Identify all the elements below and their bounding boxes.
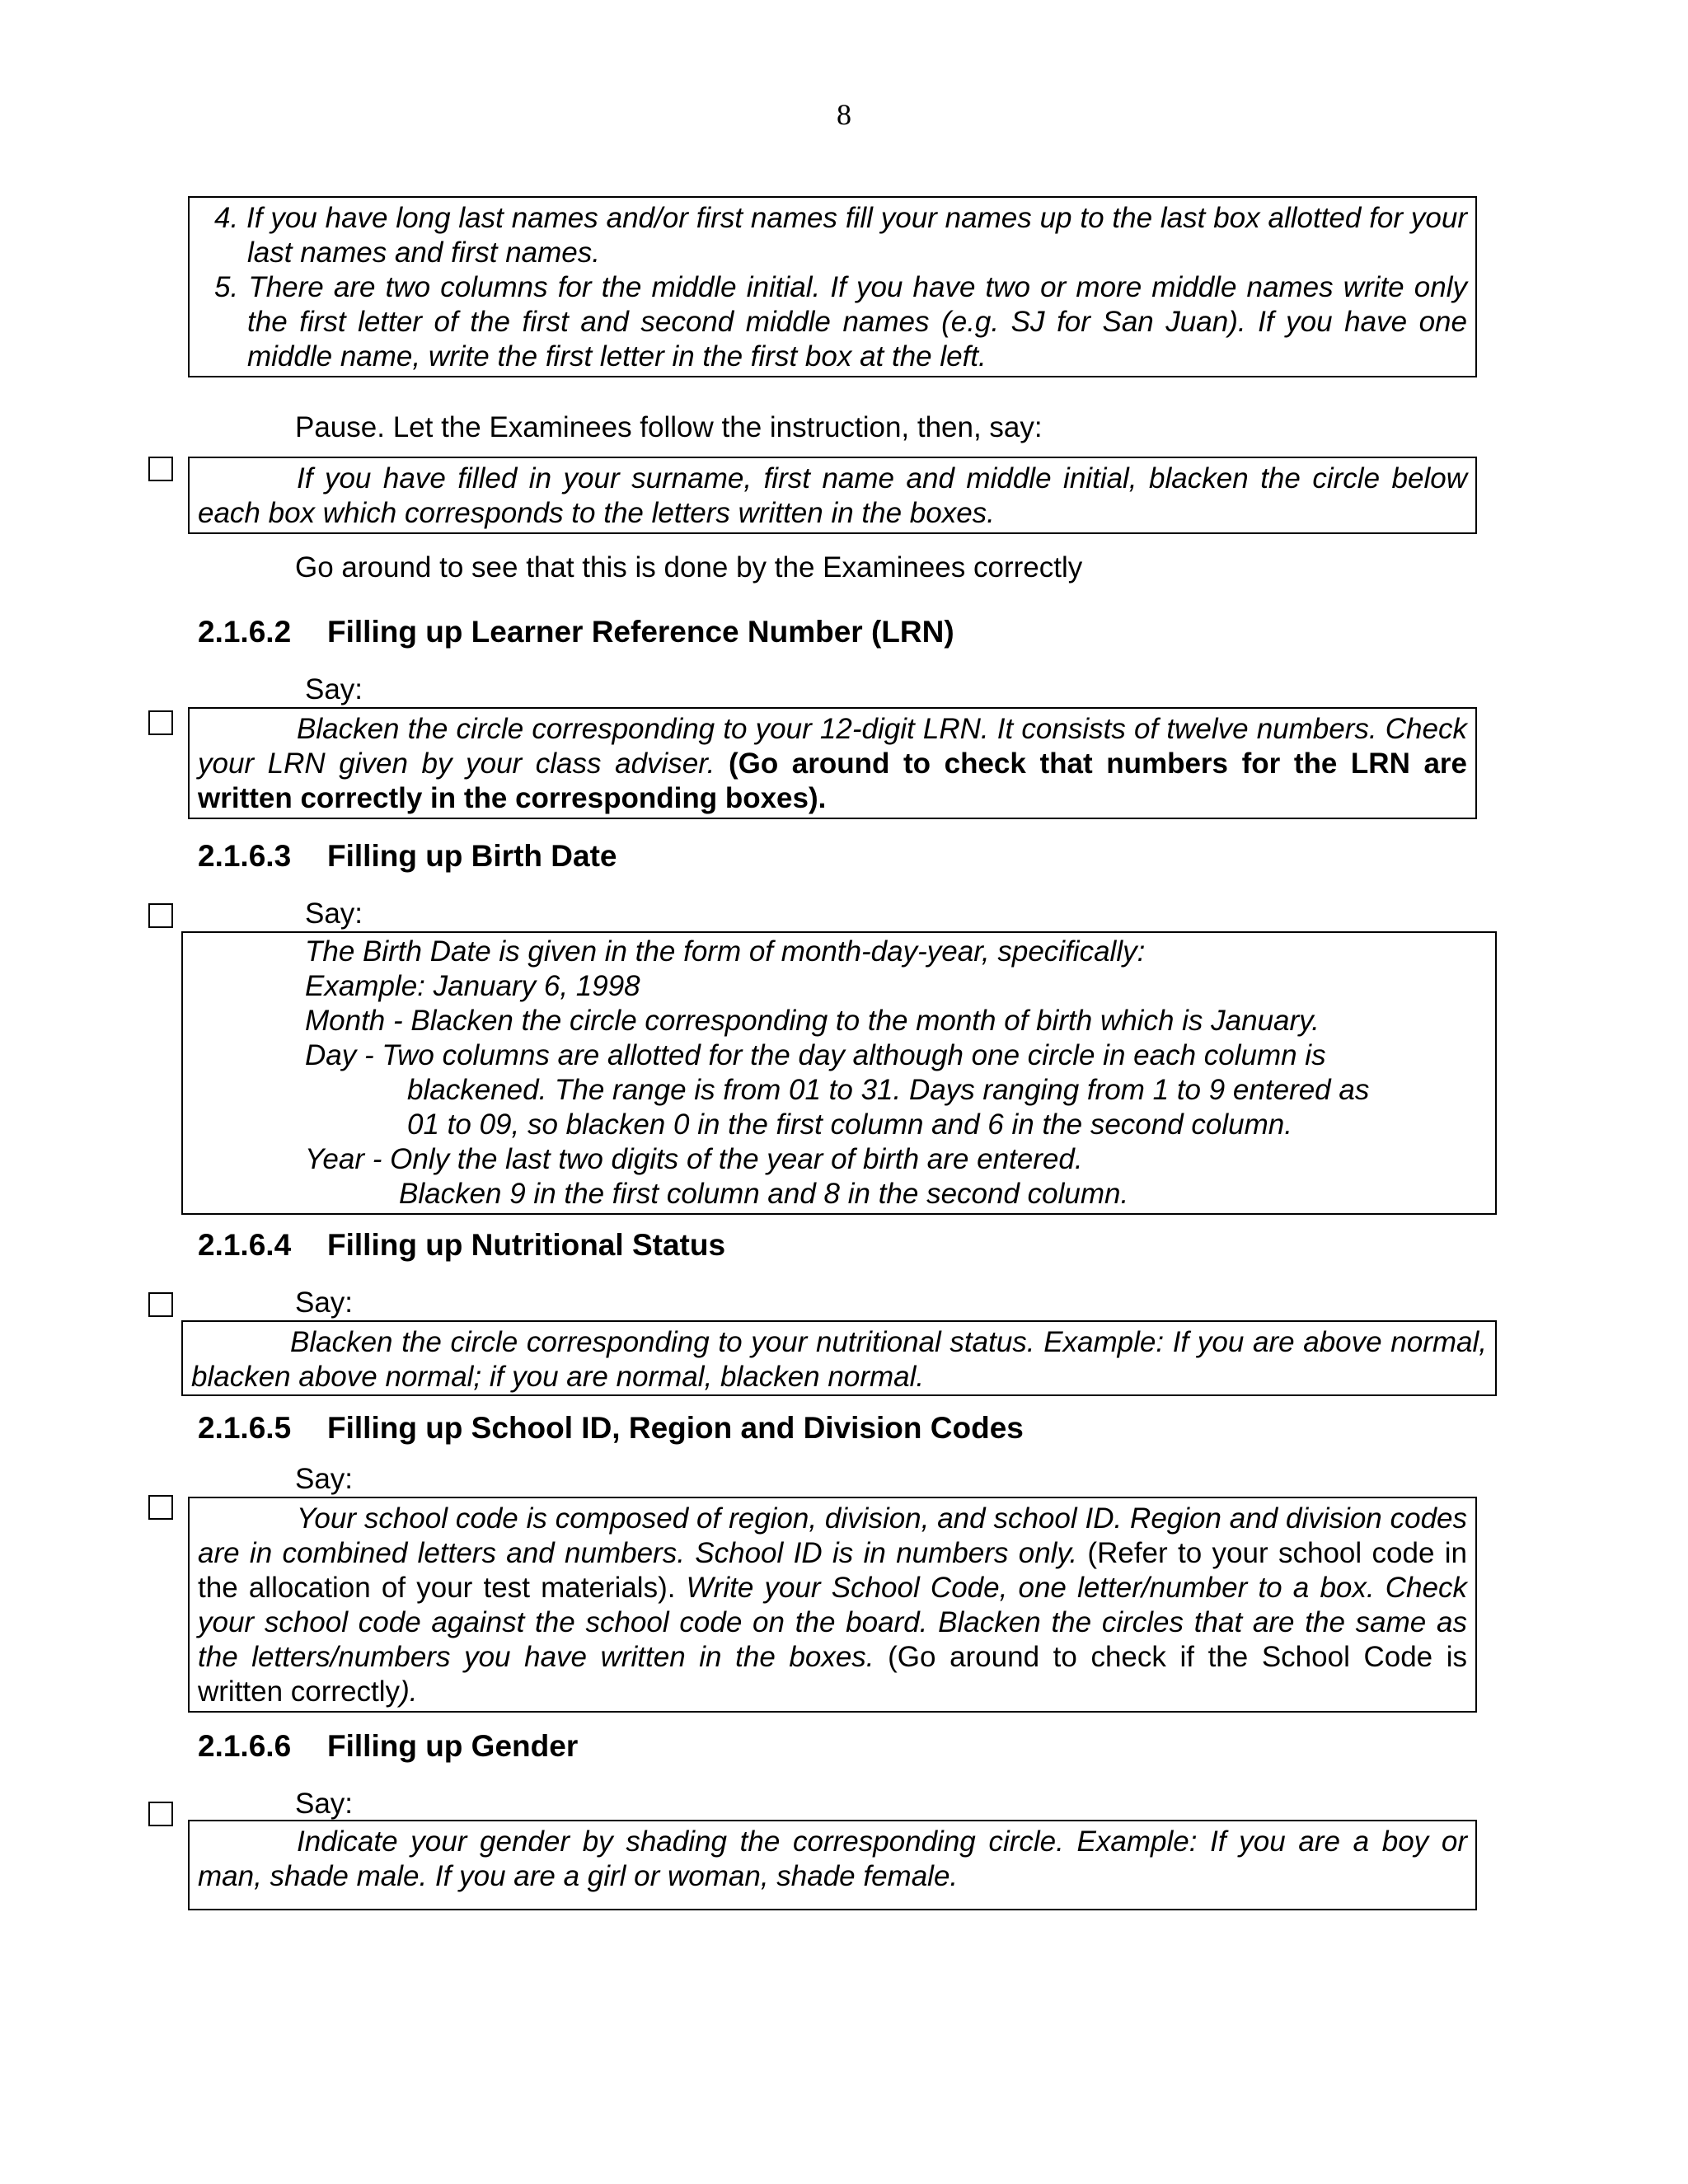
say-label-school-codes: Say:	[295, 1463, 354, 1495]
gender-box	[188, 1820, 1477, 1910]
say-label-lrn: Say:	[305, 673, 363, 705]
checklist-checkbox-lrn[interactable]	[148, 710, 173, 735]
section-heading-school-codes	[198, 1411, 1024, 1446]
birth-date-line: Blacken 9 in the first column and 8 in the second column.	[399, 1178, 1129, 1210]
checklist-checkbox-names[interactable]	[148, 457, 173, 481]
lrn-instructions-box	[188, 707, 1477, 819]
pause-instruction: Pause. Let the Examinees follow the instruction, then, say:	[295, 411, 1043, 443]
say-label-nutritional-status: Say:	[295, 1286, 354, 1319]
section-title: Filling up Learner Reference Number (LRN)	[327, 615, 954, 649]
checklist-checkbox-school-codes[interactable]	[148, 1495, 173, 1520]
birth-date-line: Example: January 6, 1998	[305, 970, 640, 1002]
section-number: 2.1.6.6	[198, 1729, 292, 1763]
section-title: Filling up Nutritional Status	[327, 1228, 726, 1262]
section-heading-lrn	[198, 615, 954, 649]
section-heading-nutritional-status	[198, 1228, 725, 1263]
section-number: 2.1.6.5	[198, 1411, 292, 1445]
say-label-gender: Say:	[295, 1788, 354, 1820]
lrn-instruction-text: Blacken the circle corresponding to your 12-digit LRN. It consists of twelve numbers. Check your LRN given by your class adviser.	[198, 713, 1467, 780]
checklist-checkbox-nutritional-status[interactable]	[148, 1292, 173, 1317]
lrn-proctor-note: (Go around to check that numbers for the LRN are written correctly in the corresponding boxes).	[198, 748, 1467, 814]
section-number: 2.1.6.2	[198, 615, 292, 649]
blacken-names-text: If you have filled in your surname, first name and middle initial, blacken the circle below each box which corresponds to the letters written in the boxes.	[198, 462, 1467, 529]
section-title: Filling up School ID, Region and Division Codes	[327, 1411, 1024, 1445]
birth-date-line: Year - Only the last two digits of the year of birth are entered.	[305, 1143, 1083, 1175]
birth-date-line: 01 to 09, so blacken 0 in the first column and 6 in the second column.	[407, 1108, 1292, 1141]
section-title: Filling up Birth Date	[327, 839, 617, 873]
section-number: 2.1.6.3	[198, 839, 292, 873]
school-code-text-3: ).	[400, 1675, 418, 1708]
nutritional-status-box	[181, 1320, 1497, 1396]
school-code-note-1: (Refer to your school code in the allocation of your test materials).	[198, 1537, 1467, 1604]
say-label-birth-date: Say:	[305, 898, 363, 930]
school-code-text-2: Write your School Code, one letter/number to a box. Check your school code against the school code on the board. Blacken the circles that are the same as the letters/numbers you have written in the boxes.	[198, 1572, 1467, 1673]
page-number: 8	[837, 98, 851, 131]
instruction-item-5: 5. There are two columns for the middle initial. If you have two or more middle names write only the first letter of the first and second middle names (e.g. SJ for San Juan). If you have one middle name, write the first letter in the first box at the left.	[214, 271, 1467, 373]
nutritional-status-text: Blacken the circle corresponding to your nutritional status. Example: If you are above normal, blacken above normal; if you are normal, blacken normal.	[191, 1326, 1487, 1393]
blacken-names-box	[188, 457, 1477, 534]
birth-date-line: Month - Blacken the circle corresponding to the month of birth which is January.	[305, 1005, 1320, 1037]
school-code-text-1: Your school code is composed of region, division, and school ID. Region and division codes are in combined letters and numbers. School ID is in numbers only.	[198, 1502, 1467, 1569]
name-instructions-box	[188, 196, 1477, 377]
birth-date-line: Day - Two columns are allotted for the day although one circle in each column is	[305, 1039, 1326, 1071]
birth-date-line: blackened. The range is from 01 to 31. Days ranging from 1 to 9 entered as	[407, 1074, 1370, 1106]
instruction-item-4: 4. If you have long last names and/or first names fill your names up to the last box allotted for your last names and first names.	[214, 202, 1467, 269]
section-title: Filling up Gender	[327, 1729, 579, 1763]
birth-date-line: The Birth Date is given in the form of month-day-year, specifically:	[305, 935, 1146, 968]
gender-text: Indicate your gender by shading the corresponding circle. Example: If you are a boy or man, shade male. If you are a girl or woman, shade female.	[198, 1825, 1467, 1892]
birth-date-instructions-box	[181, 931, 1497, 1215]
school-codes-box	[188, 1497, 1477, 1713]
section-heading-birth-date	[198, 839, 617, 874]
checklist-checkbox-gender[interactable]	[148, 1802, 173, 1826]
checklist-checkbox-birth-date[interactable]	[148, 903, 173, 928]
go-around-instruction: Go around to see that this is done by the Examinees correctly	[295, 551, 1083, 583]
school-code-note-2: (Go around to check if the School Code is written correctly	[198, 1641, 1467, 1708]
section-heading-gender	[198, 1729, 578, 1764]
section-number: 2.1.6.4	[198, 1228, 292, 1262]
